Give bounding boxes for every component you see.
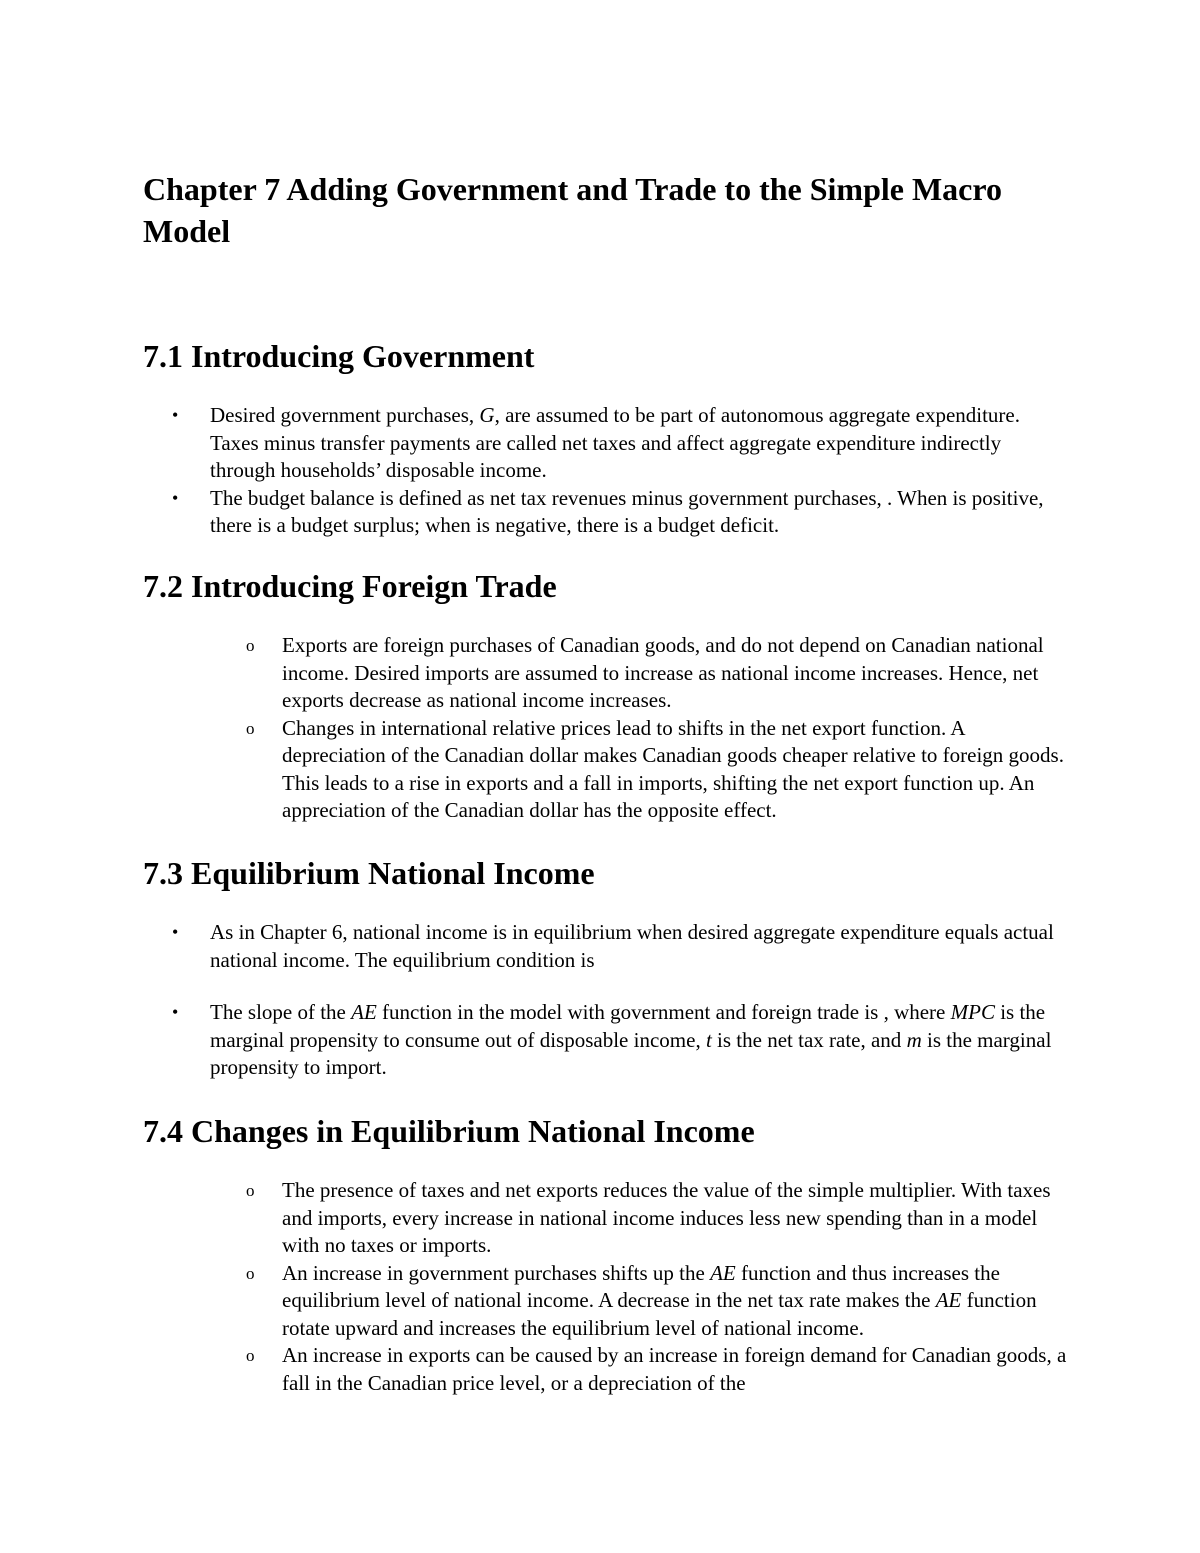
- list-item: [0, 632, 1072, 715]
- section-7-4-list: [0, 1177, 1200, 1397]
- item-text: Exports are foreign purchases of Canadian goods, and do not depend on Canadian national income. Desired imports are assumed to increase as national income increases. Hence, net exports decrease as national income increases.: [282, 633, 1044, 712]
- list-item: [0, 402, 1070, 485]
- section-heading-7-1: 7.1 Introducing Government: [143, 338, 535, 374]
- bullet-marker: •: [172, 922, 179, 942]
- item-text: As in Chapter 6, national income is in equilibrium when desired aggregate expenditure equals actual national income. The equilibrium condition is: [210, 920, 1054, 972]
- list-item: [0, 919, 1070, 974]
- list-item: [0, 1342, 1072, 1397]
- circle-marker: o: [246, 1263, 255, 1283]
- item-text: The presence of taxes and net exports reduces the value of the simple multiplier. With taxes and imports, every increase in national income induces less new spending than in a model with no taxes or imports.: [282, 1178, 1051, 1257]
- circle-marker: o: [246, 1181, 255, 1200]
- list-item: [0, 1177, 1072, 1260]
- bullet-marker: •: [172, 487, 179, 508]
- item-text: The slope of the AE function in the model with government and foreign trade is , where MPC is the marginal propensity to consume out of disposable income, t is the net tax rate, and m is the marginal propensity to import.: [210, 1000, 1052, 1079]
- item-text: Desired government purchases, G, are assumed to be part of autonomous aggregate expenditure. Taxes minus transfer payments are called net taxes and affect aggregate expenditure indirectly through households’ disposable income.: [210, 403, 1020, 482]
- item-text: The budget balance is defined as net tax revenues minus government purchases, . When is positive, there is a budget surplus; when is negative, there is a budget deficit.: [210, 485, 1044, 537]
- section-heading-7-2: 7.2 Introducing Foreign Trade: [143, 568, 557, 604]
- item-text: An increase in government purchases shifts up the AE function and thus increases the equilibrium level of national income. A decrease in the net tax rate makes the AE function rotate upward and increases the equilibrium level of national income.: [282, 1260, 1037, 1340]
- list-item: [0, 999, 1070, 1082]
- bullet-marker: •: [172, 1002, 179, 1022]
- list-item: [0, 715, 1072, 825]
- equation-gap: [0, 974, 1200, 999]
- item-text: Changes in international relative prices lead to shifts in the net export function. A depreciation of the Canadian dollar makes Canadian goods cheaper relative to foreign goods. This leads to a rise in exports and a fall in imports, shifting the net export function up. An appreciation of the Canadian dollar has the opposite effect.: [282, 715, 1064, 822]
- list-item: [0, 1260, 1072, 1343]
- section-7-3-list: [0, 919, 1200, 1082]
- bullet-marker: •: [172, 405, 179, 425]
- section-heading-7-3: 7.3 Equilibrium National Income: [143, 855, 595, 891]
- list-item: [0, 485, 1070, 540]
- circle-marker: o: [246, 1346, 255, 1365]
- section-7-2-list: [0, 632, 1200, 825]
- circle-marker: o: [246, 636, 255, 655]
- circle-marker: o: [246, 718, 255, 738]
- section-heading-7-4: 7.4 Changes in Equilibrium National Income: [143, 1113, 755, 1149]
- item-text: An increase in exports can be caused by an increase in foreign demand for Canadian goods, a fall in the Canadian price level, or a depreciation of the: [282, 1343, 1067, 1395]
- section-7-1-list: [0, 402, 1200, 540]
- chapter-title: Chapter 7 Adding Government and Trade to the Simple Macro Model: [143, 171, 1002, 249]
